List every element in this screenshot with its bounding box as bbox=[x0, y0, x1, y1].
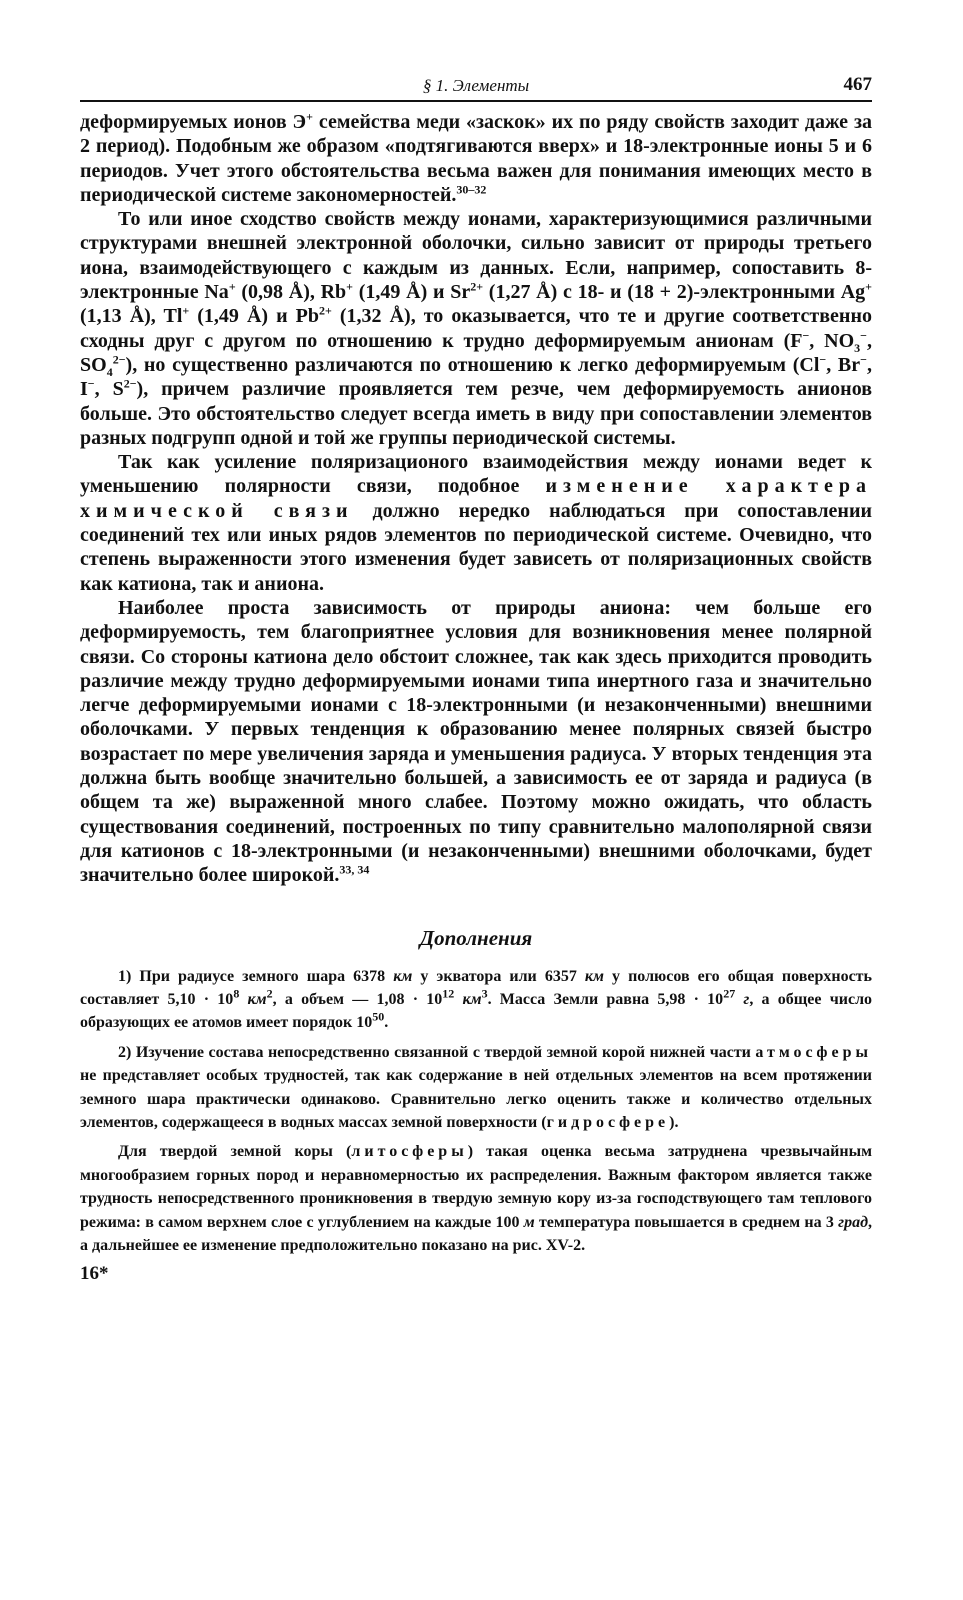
unit: км bbox=[393, 967, 413, 985]
exponent: 12 bbox=[442, 986, 455, 1001]
text-run: должно нередко наблюдаться при сопоставлении соединений тех или иных рядов элементов по периодической системе. Очевидно, что степень выраженности этого изменения будет зависеть от поляризационных свойств как катиона, так и аниона. bbox=[80, 499, 873, 595]
superscript: 2− bbox=[123, 376, 137, 391]
text-run: температура повышается в среднем на 3 bbox=[534, 1213, 839, 1231]
text-run: семейства меди «заскок» их по ряду свойств заходит даже за 2 период). Подобным же образом «подтягиваются вверх» и 18-электронные ионы 5 и 6 периодов. Учет этого обстоятельства весьма важен для понимания имеющих место в периодической системе закономерностей. bbox=[80, 111, 872, 206]
text-run: Для твердой земной коры ( bbox=[118, 1143, 352, 1161]
text-run: ), причем различие проявляется тем резче, чем деформируемость анионов больше. Это обстоятельство следует всегда иметь в виду при сопоставлении элементов разных подгрупп одной и той же группы периодической системы. bbox=[80, 378, 872, 449]
paragraph-1 bbox=[80, 110, 872, 207]
text-run: Наиболее проста зависимость от природы аниона: чем больше его деформируемость, тем благоприятнее условия для возникновения менее полярной связи. Со стороны катиона дело обстоит сложнее, так как здесь приходится проводить различие между трудно деформируемыми ионами типа инертного газа и значительно легче деформируемыми ионами с 18-электронными (и незаконченными) внешними оболочками. У первых тенденция к образованию менее полярных связей быстро возрастает по мере увеличения заряда и уменьшения радиуса. У вторых тенденция эта должна быть вообще значительно большей, а зависимость ее от заряда и радиуса (в общем та же) выраженной много слабее. Поэтому можно ожидать, что область существования соединений, построенных по типу сравнительно малополярной связи для катионов с 18-электронными (и незаконченными) внешними оболочками, будет значительно более широкой. bbox=[80, 596, 872, 887]
subscript: 4 bbox=[106, 364, 113, 379]
exponent: 3 bbox=[481, 986, 488, 1001]
text-run: То или иное сходство свойств между ионами, характеризующимися различными структурами внешней электронной оболочки, сильно зависит от природы третьего иона, взаимодействующего с каждым из данных. Если, например, сопоставить 8-электронные Na bbox=[80, 208, 872, 304]
unit: м bbox=[523, 1213, 535, 1231]
superscript: + bbox=[346, 279, 354, 294]
text-run: . Масса Земли равна 5,98 · 10 bbox=[487, 990, 724, 1008]
section-title: Дополнения bbox=[419, 925, 533, 950]
spaced-emphasis: изменение характера химической связи bbox=[80, 475, 873, 522]
unit: г bbox=[743, 990, 750, 1008]
text-run: , Br bbox=[826, 353, 861, 376]
text-run: , I bbox=[80, 353, 872, 401]
text-run: , S bbox=[94, 378, 124, 401]
text-run: ). bbox=[669, 1113, 679, 1131]
superscript: − bbox=[819, 352, 827, 367]
text-run: не представляет особых трудностей, так как содержание в ней отдельных элементов на всем протяжении земного шара практически одинаково. Сравнительно легко оценить также и количество отдельных элементов, содержащееся в водных массах земной поверхности ( bbox=[80, 1067, 872, 1131]
paragraph-2 bbox=[80, 207, 872, 450]
text-run: (1,32 Å), то оказывается, что те и другие соответственно сходны друг с другом по отношению к трудно деформируемым анионам (F bbox=[80, 305, 872, 352]
spaced-emphasis: атмосферы bbox=[755, 1043, 872, 1061]
superscript: 2+ bbox=[470, 279, 484, 294]
note-2 bbox=[80, 1041, 872, 1135]
superscript: + bbox=[306, 109, 313, 124]
spaced-emphasis: литосферы bbox=[351, 1143, 468, 1161]
superscript: 2+ bbox=[319, 303, 332, 318]
footnote-ref: 30–32 bbox=[456, 182, 487, 197]
signature-mark: 16* bbox=[80, 1263, 109, 1285]
text-run: (0,98 Å), Rb bbox=[235, 281, 347, 304]
exponent: 8 bbox=[233, 986, 240, 1001]
superscript: + bbox=[865, 279, 872, 294]
unit: км bbox=[584, 967, 604, 985]
text-run: (1,13 Å), Tl bbox=[80, 305, 183, 328]
page bbox=[80, 72, 872, 1285]
footnote-ref: 33, 34 bbox=[339, 862, 370, 877]
text-run: Так как усиление поляризационого взаимодействия между ионами ведет к уменьшению полярности связи, подобное bbox=[80, 451, 872, 498]
text-run: у полюсов его общая поверхность составляет 5,10 · 10 bbox=[80, 967, 873, 1008]
spaced-emphasis: гидросфере bbox=[546, 1113, 670, 1131]
text-run: , а дальнейшее ее изменение предположительно показано на рис. XV-2. bbox=[80, 1213, 872, 1254]
superscript: − bbox=[87, 376, 95, 391]
text-run: (1,49 Å) и Pb bbox=[189, 305, 320, 328]
page-number: 467 bbox=[843, 74, 872, 95]
exponent: 27 bbox=[723, 986, 736, 1001]
text-run: (1,49 Å) и Sr bbox=[353, 281, 471, 304]
text-run: 1) При радиусе земного шара 6378 bbox=[118, 967, 394, 985]
superscript: − bbox=[802, 328, 810, 343]
text-run bbox=[239, 991, 247, 1008]
superscript: − bbox=[860, 328, 867, 343]
text-run: деформируемых ионов Э bbox=[80, 111, 307, 133]
main-text bbox=[80, 110, 872, 888]
unit: град bbox=[838, 1213, 868, 1231]
superscript: + bbox=[182, 303, 190, 318]
text-run: , а объем — 1,08 · 10 bbox=[272, 990, 443, 1008]
text-run: 2) Изучение состава непосредственно связанной с твердой земной корой нижней части bbox=[118, 1043, 756, 1061]
text-run: , SO bbox=[80, 329, 872, 376]
subscript: 3 bbox=[854, 340, 861, 355]
note-1 bbox=[80, 965, 872, 1035]
text-run: , NO bbox=[809, 329, 855, 352]
exponent: 2 bbox=[266, 986, 273, 1001]
text-run: (1,27 Å) с 18- и (18 + 2)-электронными Ag bbox=[483, 281, 866, 304]
note-3 bbox=[80, 1140, 872, 1257]
text-run: ), но существенно различаются по отношению к легко деформируемым (Cl bbox=[125, 353, 820, 376]
page-header bbox=[80, 72, 872, 102]
exponent: 50 bbox=[372, 1009, 385, 1024]
text-run: , а общее число образующих ее атомов имеет порядок 10 bbox=[80, 990, 873, 1032]
running-title: § 1. Элементы bbox=[422, 76, 530, 95]
unit: км bbox=[247, 990, 267, 1008]
superscript: 2− bbox=[112, 352, 126, 367]
text-run bbox=[454, 991, 462, 1008]
text-run: . bbox=[384, 1014, 389, 1032]
text-run: ) такая оценка весьма затруднена чрезвычайным многообразием горных пород и неравномерностью их распределения. Важным фактором является также трудность непосредственного проникновения в твердую земную кору из-за господствующего там теплового режима: в самом верхнем слое с углублением на каждые 100 bbox=[80, 1143, 873, 1231]
superscript: − bbox=[860, 352, 867, 367]
paragraph-4 bbox=[80, 596, 872, 888]
paragraph-3 bbox=[80, 450, 872, 596]
superscript: + bbox=[228, 279, 236, 294]
text-run: у экватора или 6357 bbox=[412, 967, 585, 985]
notes-section bbox=[80, 965, 872, 1258]
unit: км bbox=[462, 990, 482, 1008]
